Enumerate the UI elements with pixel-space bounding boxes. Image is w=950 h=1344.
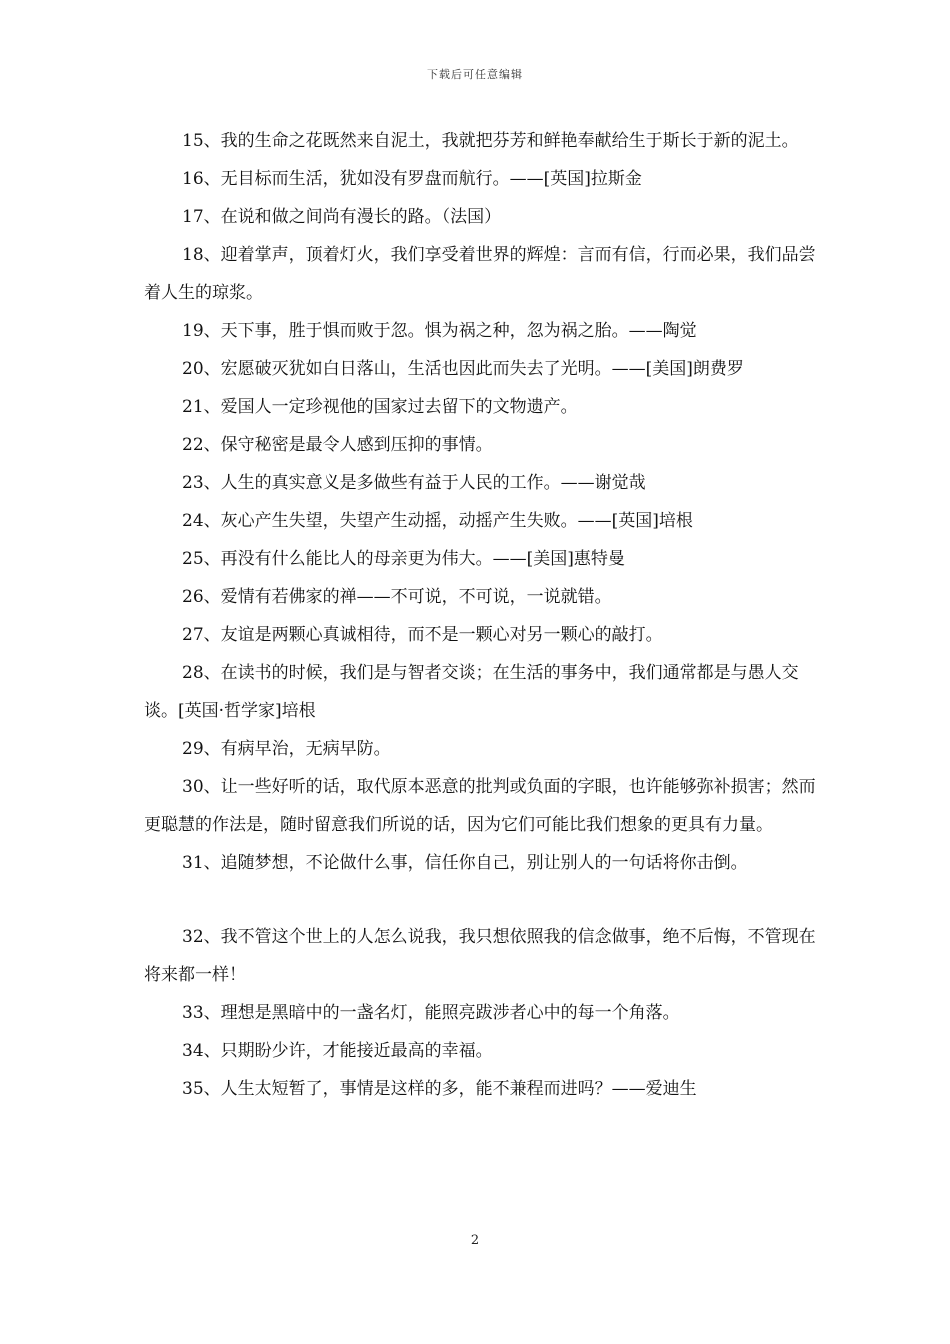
quote-item: 25、再没有什么能比人的母亲更为伟大。——[美国]惠特曼: [182, 549, 625, 569]
quote-item: 17、在说和做之间尚有漫长的路。（法国）: [182, 207, 502, 227]
quote-item: 20、宏愿破灭犹如白日落山，生活也因此而失去了光明。——[美国]朗费罗: [182, 359, 744, 379]
quote-item: 28、在读书的时候，我们是与智者交谈；在生活的事务中，我们通常都是与愚人交谈。[英国·哲学家]培根: [144, 663, 799, 721]
page-header: 下载后可任意编辑: [427, 68, 523, 81]
quote-item: 31、追随梦想，不论做什么事，信任你自己，别让别人的一句话将你击倒。: [182, 853, 748, 873]
quote-item: 19、天下事，胜于惧而败于忽。惧为祸之种，忽为祸之胎。——陶觉: [182, 321, 697, 341]
quote-item: 18、迎着掌声，顶着灯火，我们享受着世界的辉煌：言而有信，行而必果，我们品尝着人生的琼浆。: [144, 245, 816, 303]
quote-item: 29、有病早治，无病早防。: [182, 739, 391, 759]
quote-item: 21、爱国人一定珍视他的国家过去留下的文物遗产。: [182, 397, 578, 417]
quote-item: 22、保守秘密是最令人感到压抑的事情。: [182, 435, 493, 455]
quote-item: 34、只期盼少许，才能接近最高的幸福。: [182, 1041, 493, 1061]
quote-list: [144, 122, 824, 1108]
quote-item: 35、人生太短暂了，事情是这样的多，能不兼程而进吗？——爱迪生: [182, 1079, 697, 1099]
quote-item: 32、我不管这个世上的人怎么说我，我只想依照我的信念做事，绝不后悔，不管现在将来都一样！: [144, 927, 816, 985]
page-number: 2: [470, 1233, 480, 1248]
quote-item: 33、理想是黑暗中的一盏名灯，能照亮跋涉者心中的每一个角落。: [182, 1003, 680, 1023]
quote-item: 23、人生的真实意义是多做些有益于人民的工作。——谢觉哉: [182, 473, 646, 493]
quote-item: 26、爱情有若佛家的禅——不可说，不可说，一说就错。: [182, 587, 612, 607]
quote-item: 30、让一些好听的话，取代原本恶意的批判或负面的字眼，也许能够弥补损害；然而更聪慧的作法是，随时留意我们所说的话，因为它们可能比我们想象的更具有力量。: [144, 777, 816, 835]
quote-item: 27、友谊是两颗心真诚相待，而不是一颗心对另一颗心的敲打。: [182, 625, 663, 645]
quote-item: 16、无目标而生活，犹如没有罗盘而航行。——[英国]拉斯金: [182, 169, 642, 189]
quote-item: 15、我的生命之花既然来自泥土，我就把芬芳和鲜艳奉献给生于斯长于新的泥土。: [182, 131, 799, 151]
quote-item: 24、灰心产生失望，失望产生动摇，动摇产生失败。——[英国]培根: [182, 511, 693, 531]
